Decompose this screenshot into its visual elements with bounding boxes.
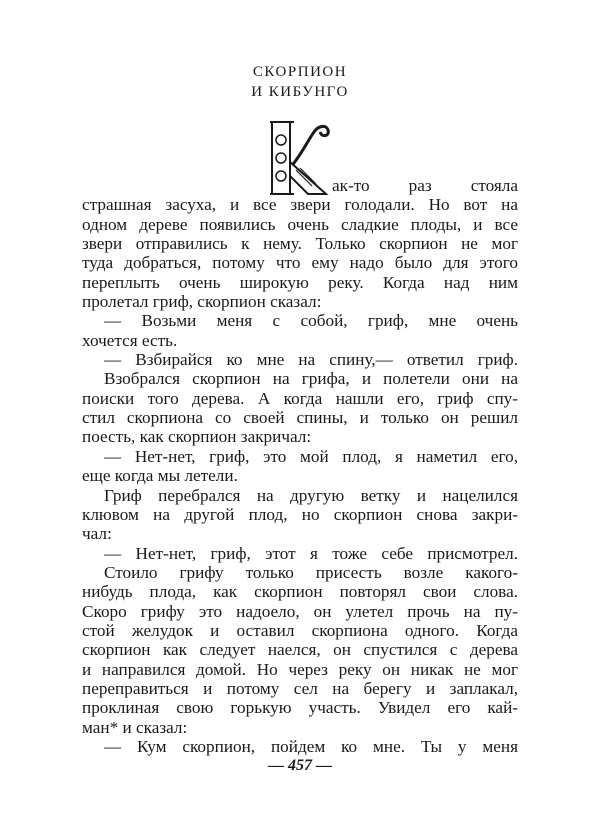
text-line: скорпион как следует наелся, он спустился с дерева bbox=[82, 640, 518, 660]
text-line: поесть, как скорпион закричал: bbox=[82, 427, 312, 447]
text-line: чал: bbox=[82, 524, 112, 544]
story-title-line-2: И КИБУНГО bbox=[251, 84, 349, 100]
text-line: стил скорпиона со своей спины, и только он решил bbox=[82, 408, 518, 428]
text-line: стой желудок и оставил скорпиона одного. Когда bbox=[82, 620, 518, 640]
text-line: переправиться и потому сел на берегу и заплакал, bbox=[82, 678, 518, 698]
text-line: проклиная свою горькую участь. Увидел его кай- bbox=[82, 698, 518, 718]
text-line: и направился домой. Но через реку он никак не мог bbox=[82, 659, 518, 679]
text-line: туда добраться, потому что ему надо было для этого bbox=[82, 253, 518, 273]
text-line: хочется есть. bbox=[82, 330, 178, 350]
text-line: еще когда мы летели. bbox=[82, 466, 238, 486]
text-line: пролетал гриф, скорпион сказал: bbox=[82, 292, 322, 312]
story-body bbox=[82, 176, 518, 756]
text-line: звери отправились к нему. Только скорпион не мог bbox=[82, 234, 518, 254]
text-line: Гриф перебрался на другую ветку и нацелился bbox=[104, 485, 518, 505]
text-line: — Взбирайся ко мне на спину,— ответил гриф. bbox=[104, 350, 518, 370]
text-line: Стоило грифу только присесть возле какого- bbox=[104, 562, 518, 582]
text-line: одном дереве появились очень сладкие плоды, и все bbox=[82, 214, 518, 234]
text-line: — Нет-нет, гриф, это мой плод, я наметил его, bbox=[104, 446, 518, 466]
text-line: Скоро грифу это надоело, он улетел прочь на пу- bbox=[82, 601, 518, 621]
text-line: Взобрался скорпион на грифа, и полетели они на bbox=[104, 369, 518, 389]
text-line: нибудь плода, как скорпион повторял свои слова. bbox=[82, 582, 518, 602]
text-line: клювом на другой плод, но скорпион снова закри- bbox=[82, 504, 518, 524]
text-line: — Кум скорпион, пойдем ко мне. Ты у меня bbox=[104, 736, 518, 756]
text-line: — Нет-нет, гриф, этот я тоже себе присмотрел. bbox=[104, 543, 518, 563]
text-line: — Возьми меня с собой, гриф, мне очень bbox=[104, 311, 518, 331]
text-line: поиски того дерева. А когда нашли его, гриф спу- bbox=[82, 388, 518, 408]
text-line: переплыть очень широкую реку. Когда над ним bbox=[82, 272, 518, 292]
text-line: ман* и сказал: bbox=[82, 717, 188, 737]
text-line: страшная засуха, и все звери голодали. Но вот на bbox=[82, 195, 518, 215]
text-line: ак-то раз стояла bbox=[332, 176, 518, 195]
story-title-line-1: СКОРПИОН bbox=[252, 64, 348, 80]
page-number: — 457 — bbox=[268, 757, 332, 774]
